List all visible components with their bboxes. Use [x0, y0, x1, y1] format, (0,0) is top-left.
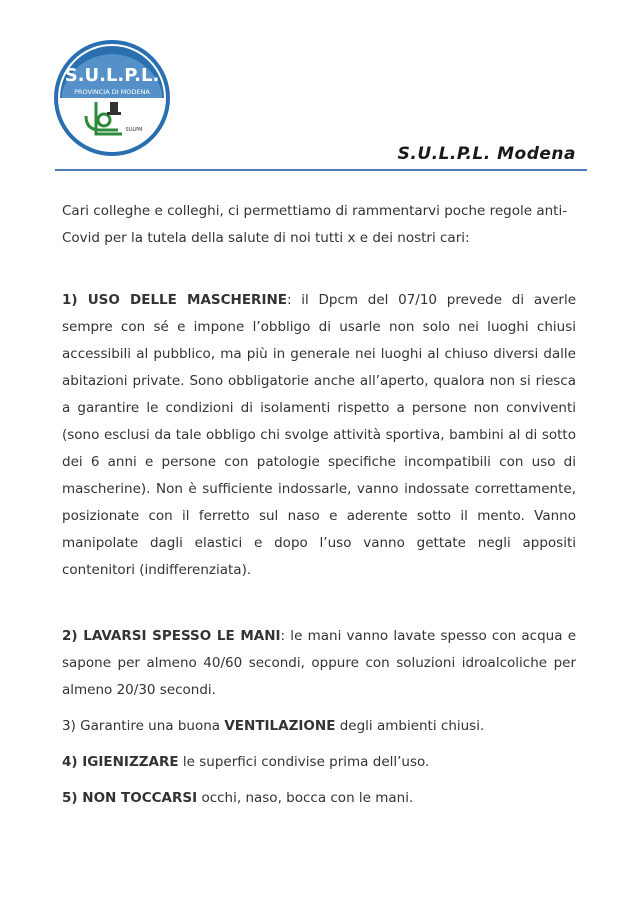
- rule-3: [62, 713, 576, 740]
- rule-2: [62, 623, 576, 704]
- rule-1-text: : il Dpcm del 07/10 prevede di averle sempre con sé e impone l’obbligo di usarle non solo nei luoghi chiusi accessibili al pubblico, ma più in generale nei luoghi al chiuso diversi dalle abitazioni private. Sono obbligatorie anche all’aperto, qualora non si riesca a garantire le condizioni di isolamenti rispetto a persone non conviventi (sono esclusi da tale obbligo chi svolge attività sportiva, bambini al di sotto dei 6 anni e persone con patologie specifiche incompatibili con uso di mascherine). Non è sufficiente indossarle, vanno indossate correttamente, posizionate con il ferretto sul naso e aderente sotto il mento. Vanno manipolate dagli elastici e dopo l’uso vanno gettate negli appositi contenitori (indifferenziata).: [62, 292, 576, 578]
- rule-5-text: occhi, naso, bocca con le mani.: [197, 790, 414, 806]
- rule-3-text: degli ambienti chiusi.: [335, 718, 485, 734]
- rule-4: [62, 749, 576, 776]
- rule-1-heading: USO DELLE MASCHERINE: [87, 292, 287, 308]
- intro-paragraph: Cari colleghe e colleghi, ci permettiamo di rammentarvi poche regole anti-Covid per la tutela della salute di noi tutti x e dei nostri cari:: [62, 203, 568, 246]
- rule-5: [62, 785, 576, 812]
- sulpl-logo: [52, 38, 172, 158]
- rule-3-number: 3): [62, 718, 76, 734]
- rule-5-number: 5): [62, 790, 78, 806]
- header-divider: [55, 169, 587, 171]
- rule-4-text: le superfici condivise prima dell’uso.: [178, 754, 430, 770]
- rule-3-heading: VENTILAZIONE: [224, 718, 336, 734]
- rule-1: [62, 287, 576, 584]
- rule-2-heading: LAVARSI SPESSO LE MANI: [83, 628, 281, 644]
- page-title: S.U.L.P.L. Modena: [397, 144, 576, 164]
- rule-2-number: 2): [62, 628, 78, 644]
- logo-mark: SULPM: [125, 127, 143, 133]
- logo-province: PROVINCIA DI MODENA: [74, 88, 150, 96]
- rule-4-number: 4): [62, 754, 78, 770]
- logo-name: S.U.L.P.L.: [64, 65, 160, 86]
- rule-2-text: : le mani vanno lavate spesso con acqua e sapone per almeno 40/60 secondi, oppure con soluzioni idroalcoliche per almeno 20/30 secondi.: [62, 628, 577, 698]
- rule-5-heading: NON TOCCARSI: [82, 790, 198, 806]
- rule-4-heading: IGIENIZZARE: [82, 754, 179, 770]
- rule-1-number: 1): [62, 292, 78, 308]
- rule-3-prefix: Garantire una buona: [80, 718, 225, 734]
